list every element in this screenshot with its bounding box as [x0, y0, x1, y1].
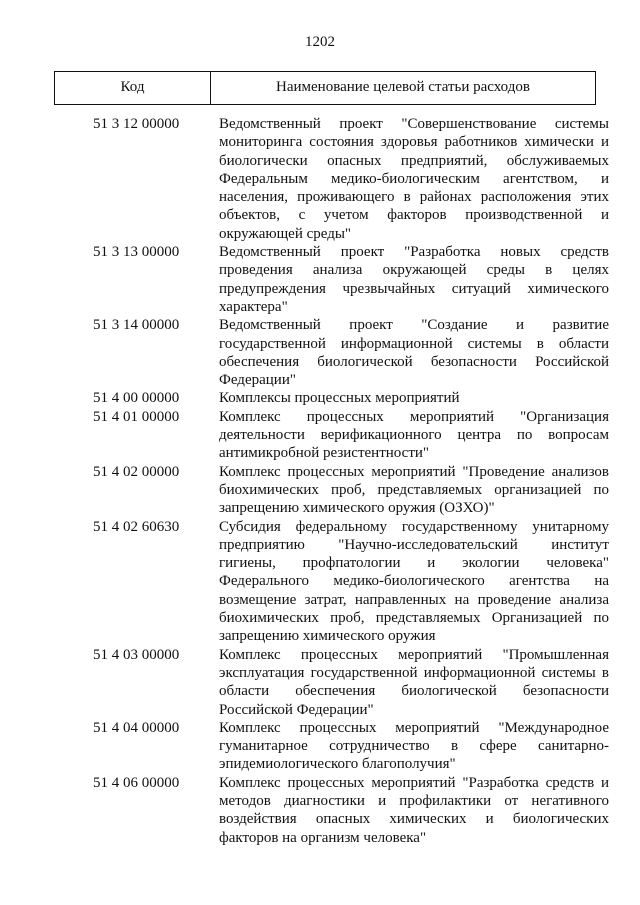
row-name: Комплекс процессных мероприятий "Разработка средств и методов диагностики и профилактики от негативного воздействия опасных химических и биологических факторов на организм человека" [219, 774, 609, 846]
table-row [0, 389, 640, 407]
table-row [0, 115, 640, 243]
row-code: 51 4 04 00000 [93, 719, 180, 736]
table-row [0, 518, 640, 646]
header-code-label: Код [120, 79, 145, 95]
row-code: 51 3 13 00000 [93, 244, 180, 261]
table-body [0, 115, 640, 847]
row-name: Комплексы процессных мероприятий [219, 390, 460, 407]
row-code: 51 4 03 00000 [93, 646, 180, 663]
row-code: 51 4 02 00000 [93, 463, 180, 480]
row-name: Субсидия федеральному государственному унитарному предприятию "Научно-исследовательский институт гигиены, профпатологии и экологии человека" Федерального медико-биологического агентства на возмещение затрат, направленных на проведение анализа биохимических проб, представляемых Организацией по запрещению химического оружия [219, 518, 609, 645]
row-name: Ведомственный проект "Совершенствование системы мониторинга состояния здоровья работников химически и биологически опасных предприятий, обслуживаемых Федеральным медико-биологическим агентством, и населения, проживающего в районах расположения этих объектов, с учетом факторов производственной и окружающей среды" [219, 116, 609, 242]
row-code: 51 3 12 00000 [93, 116, 180, 132]
row-code: 51 3 14 00000 [93, 317, 180, 334]
table-header [54, 71, 596, 105]
row-name: Комплекс процессных мероприятий "Международное гуманитарное сотрудничество в сфере санитарно-эпидемиологического благополучия" [219, 719, 609, 773]
row-code: 51 4 01 00000 [93, 408, 180, 425]
table-row [0, 243, 640, 316]
row-code: 51 4 02 60630 [93, 518, 180, 535]
table-row [0, 408, 640, 463]
table-row [0, 463, 640, 518]
page-number: 1202 [305, 34, 335, 50]
table-row [0, 316, 640, 389]
row-name: Комплекс процессных мероприятий "Организация деятельности верификационного центра по вопросам антимикробной резистентности" [219, 408, 609, 462]
table-row [0, 646, 640, 719]
table-row [0, 719, 640, 774]
row-code: 51 4 00 00000 [93, 390, 180, 407]
row-name: Ведомственный проект "Разработка новых средств проведения анализа окружающей среды в целях предупреждения чрезвычайных ситуаций химического характера" [219, 244, 609, 315]
row-name: Комплекс процессных мероприятий "Промышленная эксплуатация государственной информационной системы в области обеспечения биологической безопасности Российской Федерации" [219, 646, 609, 718]
row-name: Комплекс процессных мероприятий "Проведение анализов биохимических проб, представляемых организацией по запрещению химического оружия (ОЗХО)" [219, 463, 609, 517]
row-name: Ведомственный проект "Создание и развитие государственной информационной системы в области обеспечения биологической безопасности Российской Федерации" [219, 317, 609, 389]
row-code: 51 4 06 00000 [93, 774, 180, 791]
table-row [0, 774, 640, 847]
header-name-label: Наименование целевой статьи расходов [276, 79, 530, 95]
